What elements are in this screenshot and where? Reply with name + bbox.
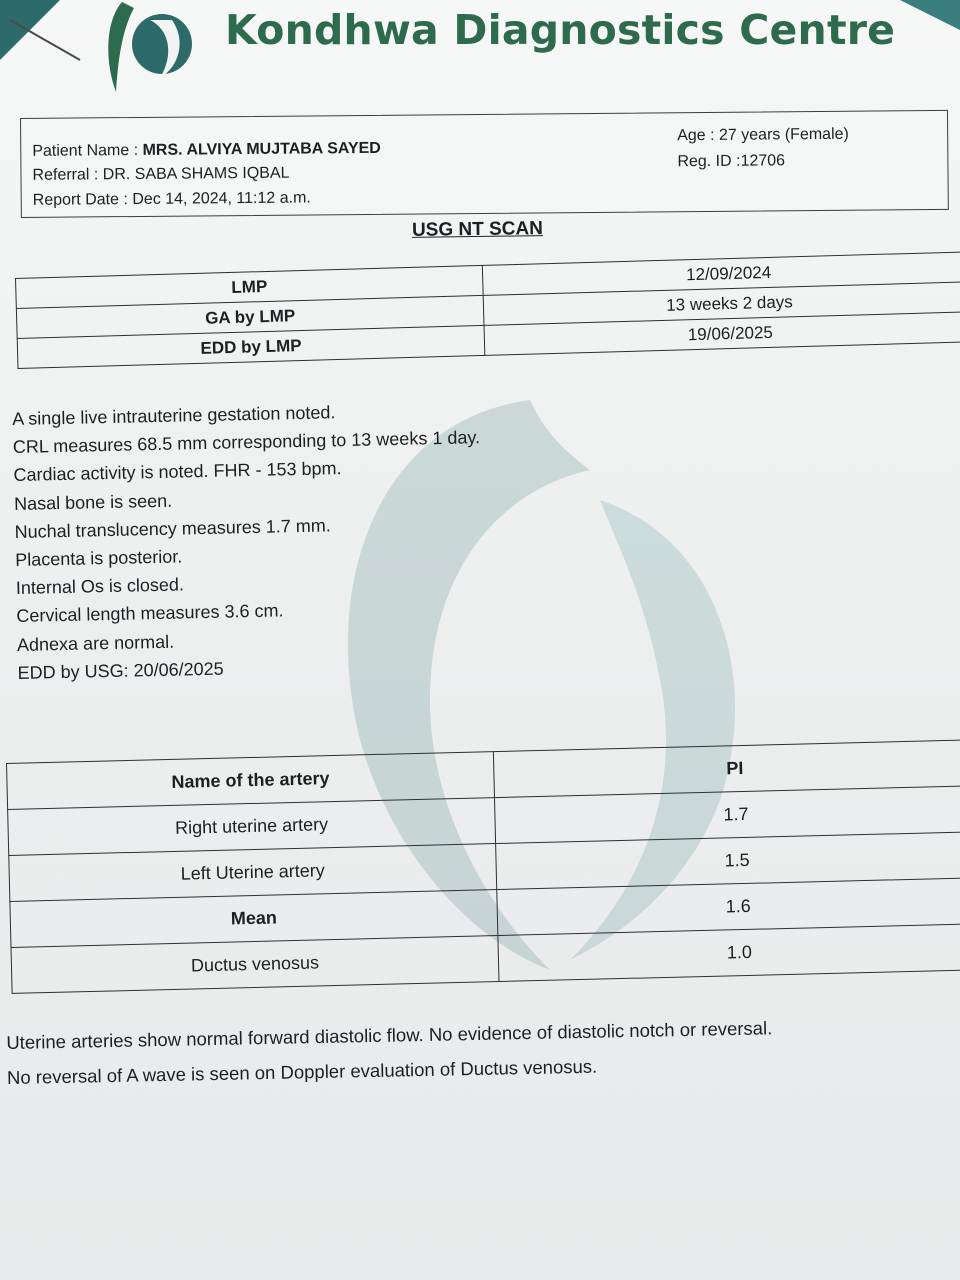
- finding-line: Placenta is posterior.: [15, 546, 183, 570]
- age-value: 27 years (Female): [718, 125, 849, 144]
- dates-label-ga: GA by LMP: [16, 295, 484, 338]
- finding-line: Nasal bone is seen.: [13, 490, 173, 514]
- artery-name: Right uterine artery: [8, 798, 496, 856]
- artery-name: Left Uterine artery: [9, 844, 497, 902]
- age: Age : 27 years (Female): [677, 125, 849, 145]
- report-date-value: Dec 14, 2024, 11:12 a.m.: [132, 189, 311, 209]
- reg-id: Reg. ID :12706: [677, 152, 786, 171]
- findings-list: [12, 395, 485, 687]
- finding-line: CRL measures 68.5 mm corresponding to 13 weeks 1 day.: [12, 427, 481, 458]
- dates-label-edd: EDD by LMP: [17, 325, 485, 368]
- finding-line: Cervical length measures 3.6 cm.: [16, 600, 284, 627]
- doppler-notes: [6, 1011, 773, 1096]
- artery-pi: 1.5: [496, 832, 960, 890]
- patient-name: Patient Name : MRS. ALVIYA MUJTABA SAYED: [32, 139, 381, 160]
- corner-decoration: [890, 0, 960, 40]
- finding-line: EDD by USG: 20/06/2025: [17, 658, 224, 683]
- artery-pi: 1.6: [497, 878, 960, 936]
- dates-label-lmp: LMP: [16, 265, 484, 308]
- note-line: No reversal of A wave is seen on Doppler evaluation of Ductus venosus.: [6, 1055, 598, 1088]
- patient-info-box: [20, 110, 949, 218]
- artery-name: Mean: [10, 890, 498, 948]
- report-title: USG NT SCAN: [411, 218, 544, 241]
- note-line: Uterine arteries show normal forward diastolic flow. No evidence of diastolic notch or reversal.: [6, 1017, 773, 1053]
- finding-line: A single live intrauterine gestation noted.: [12, 402, 336, 429]
- artery-name: Ductus venosus: [11, 936, 499, 994]
- artery-pi: 1.7: [494, 786, 960, 844]
- finding-line: Adnexa are normal.: [16, 631, 175, 655]
- report-date: Report Date : Dec 14, 2024, 11:12 a.m.: [32, 189, 311, 209]
- finding-line: Internal Os is closed.: [15, 574, 185, 599]
- dates-table: [15, 251, 960, 369]
- finding-line: Cardiac activity is noted. FHR - 153 bpm.: [13, 458, 342, 486]
- dates-value-edd: 19/06/2025: [484, 312, 960, 356]
- artery-pi: 1.0: [498, 924, 960, 982]
- finding-line: Nuchal translucency measures 1.7 mm.: [14, 515, 331, 542]
- corner-decoration: [0, 0, 90, 90]
- dates-value-lmp: 12/09/2024: [482, 252, 960, 296]
- centre-logo: [100, 0, 192, 95]
- patient-name-value: MRS. ALVIYA MUJTABA SAYED: [142, 139, 381, 159]
- artery-header-pi: PI: [493, 740, 960, 798]
- dates-value-ga: 13 weeks 2 days: [483, 282, 960, 326]
- reg-id-value: 12706: [740, 152, 786, 170]
- referral-value: DR. SABA SHAMS IQBAL: [102, 164, 290, 184]
- artery-pi-table: [6, 739, 960, 994]
- centre-name: Kondhwa Diagnostics Centre: [225, 6, 896, 54]
- referral: Referral : DR. SABA SHAMS IQBAL: [32, 164, 290, 184]
- artery-header-name: Name of the artery: [7, 752, 495, 810]
